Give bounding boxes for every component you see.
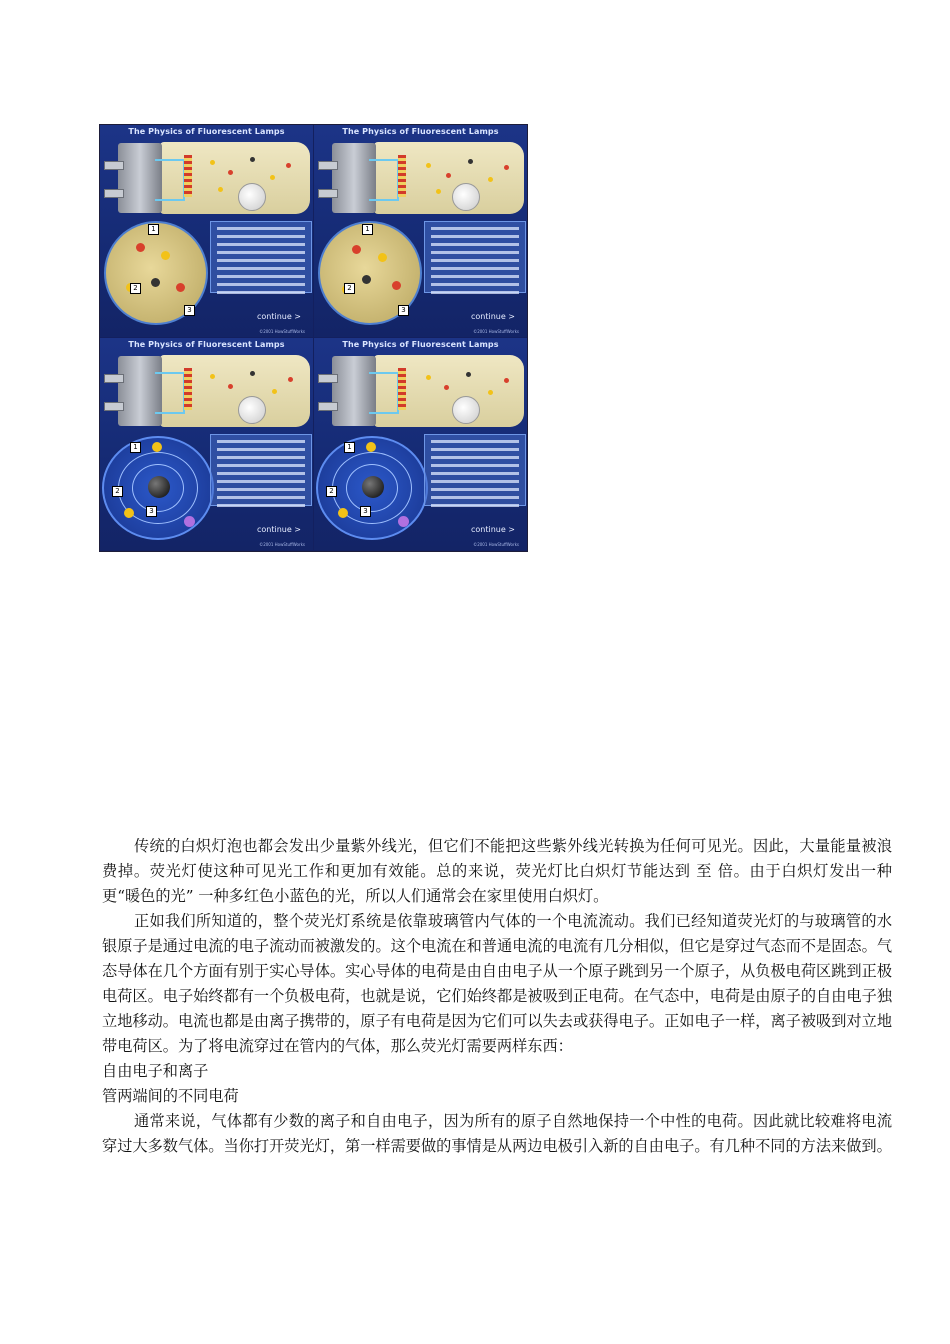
step-number: 3	[146, 506, 157, 517]
particle	[436, 189, 441, 194]
particle	[210, 160, 215, 165]
lamp-pin	[104, 402, 124, 411]
explanation-box	[424, 434, 526, 506]
lamp-wire	[369, 372, 399, 414]
step-number: 2	[112, 486, 123, 497]
step-number: 1	[344, 442, 355, 453]
list-item: 管两端间的不同电荷	[102, 1087, 239, 1105]
step-number: 2	[344, 283, 355, 294]
explanation-box	[210, 434, 312, 506]
continue-link[interactable]: continue >	[470, 525, 515, 534]
figure-panel-2	[314, 125, 527, 337]
particle	[468, 159, 473, 164]
particle	[250, 157, 255, 162]
panel-title: The Physics of Fluorescent Lamps	[342, 340, 499, 349]
figure-panel-3	[100, 338, 313, 550]
lamp-pin	[104, 189, 124, 198]
particle	[488, 390, 493, 395]
particle	[504, 165, 509, 170]
lamp-wire	[369, 159, 399, 201]
particle	[288, 377, 293, 382]
copyright: ©2001 HowStuffWorks	[473, 329, 519, 334]
explanation-box	[210, 221, 312, 293]
step-number: 3	[398, 305, 409, 316]
lamp-pin	[318, 402, 338, 411]
step-number: 3	[360, 506, 371, 517]
paragraph: 传统的白炽灯泡也都会发出少量紫外线光，但它们不能把这些紫外线光转换为任何可见光。因此，大量能量被浪费掉。荧光灯使这种可见光工作和更加有效能。总的来说，荧光灯比白炽灯节能达到 至 倍。由于白炽灯发出一种更“暖色的光” 一种多红色小蓝色的光，所以人们通常会在家里使用白炽灯。	[102, 837, 892, 905]
continue-link[interactable]: continue >	[470, 312, 515, 321]
particle	[444, 385, 449, 390]
paragraph: 正如我们所知道的，整个荧光灯系统是依靠玻璃管内气体的一个电流流动。我们已经知道荧光灯的与玻璃管的水银原子是通过电流的电子流动而被激发的。这个电流在和普通电流的电流有几分相似，但它是穿过气态而不是固态。气态导体在几个方面有别于实心导体。实心导体的电荷是由自由电子从一个原子跳到另一个原子，从负极电荷区跳到正极电荷区。电子始终都有一个负极电荷，也就是说，它们始终都是被吸到正电荷。在气态中，电荷是由原子的自由电子独立地移动。电流也都是由离子携带的，原子有电荷是因为它们可以失去或获得电子。正如电子一样，离子被吸到对立地带电荷区。为了将电流穿过在管内的气体，那么荧光灯需要两样东西：	[102, 912, 892, 1055]
lamp-pin	[318, 374, 338, 383]
fluorescent-lamp-figure	[99, 124, 528, 552]
panel-title: The Physics of Fluorescent Lamps	[342, 127, 499, 136]
lamp-pin	[318, 189, 338, 198]
electrode-coil	[398, 155, 406, 197]
lamp-pin	[104, 374, 124, 383]
continue-link[interactable]: continue >	[256, 312, 301, 321]
mercury-droplet	[238, 183, 266, 211]
particle	[272, 389, 277, 394]
panel-title: The Physics of Fluorescent Lamps	[128, 340, 285, 349]
electrode-coil	[184, 368, 192, 410]
lamp-pin	[104, 161, 124, 170]
article-body	[102, 834, 892, 1159]
copyright: ©2001 HowStuffWorks	[259, 542, 305, 547]
particle	[286, 163, 291, 168]
step-number: 1	[148, 224, 159, 235]
lamp-pin	[318, 161, 338, 170]
figure-panel-1	[100, 125, 313, 337]
particle	[228, 384, 233, 389]
mercury-droplet	[452, 183, 480, 211]
panel-title: The Physics of Fluorescent Lamps	[128, 127, 285, 136]
particle	[270, 175, 275, 180]
electrode-coil	[184, 155, 192, 197]
lamp-wire	[155, 372, 185, 414]
step-number: 3	[184, 305, 195, 316]
electrode-coil	[398, 368, 406, 410]
particle	[426, 375, 431, 380]
particle	[228, 170, 233, 175]
paragraph: 通常来说，气体都有少数的离子和自由电子，因为所有的原子自然地保持一个中性的电荷。因此就比较难将电流穿过大多数气体。当你打开荧光灯，第一样需要做的事情是从两边电极引入新的自由电子。有几种不同的方法来做到。	[102, 1112, 892, 1155]
particle	[218, 187, 223, 192]
step-number: 2	[326, 486, 337, 497]
particle	[210, 374, 215, 379]
explanation-box	[424, 221, 526, 293]
particle	[466, 372, 471, 377]
list-item: 自由电子和离子	[102, 1062, 209, 1080]
particle	[504, 378, 509, 383]
continue-link[interactable]: continue >	[256, 525, 301, 534]
particle	[250, 371, 255, 376]
step-number: 1	[130, 442, 141, 453]
particle	[488, 177, 493, 182]
copyright: ©2001 HowStuffWorks	[259, 329, 305, 334]
copyright: ©2001 HowStuffWorks	[473, 542, 519, 547]
mercury-droplet	[238, 396, 266, 424]
figure-panel-4	[314, 338, 527, 550]
lamp-wire	[155, 159, 185, 201]
step-number: 1	[362, 224, 373, 235]
mercury-droplet	[452, 396, 480, 424]
particle	[446, 173, 451, 178]
particle	[426, 163, 431, 168]
step-number: 2	[130, 283, 141, 294]
